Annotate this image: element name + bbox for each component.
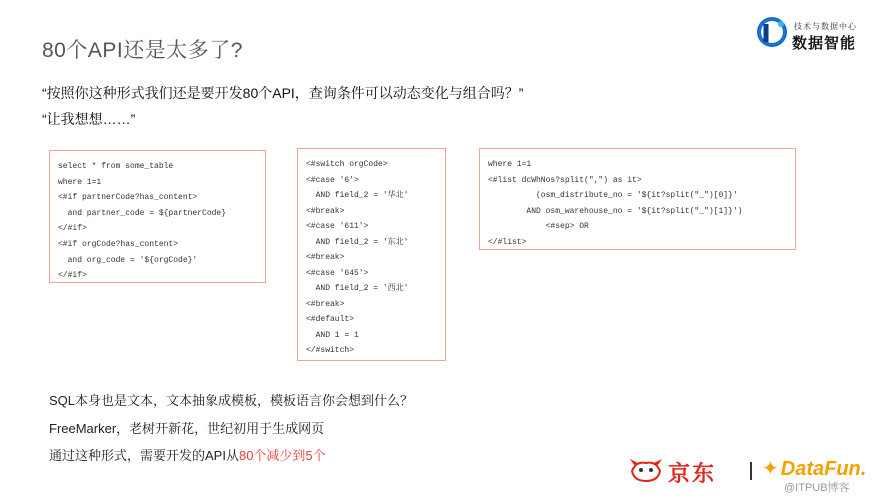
code-line: <#if partnerCode?has_content> bbox=[58, 193, 198, 203]
watermark: @ITPUB博客 bbox=[784, 482, 850, 494]
code-block-if bbox=[49, 150, 266, 283]
logo-subtitle: 技术与数据中心 bbox=[794, 22, 857, 31]
code-line: <#break> bbox=[306, 206, 345, 216]
datafun-spark-icon: ✦ bbox=[762, 458, 779, 480]
code-line: select * from some_table bbox=[58, 162, 174, 171]
code-line: <#break> bbox=[306, 299, 345, 309]
slide-title: 80个API还是太多了? bbox=[42, 39, 243, 62]
code-line: <#sep> OR bbox=[488, 222, 589, 232]
code-line: where 1=1 bbox=[488, 160, 532, 169]
data-intelligence-logo-icon bbox=[756, 16, 788, 48]
code-line: </#switch> bbox=[306, 346, 355, 355]
code-line: <#list dcWhNos?split(",") as it> bbox=[488, 175, 642, 185]
datafun-logo bbox=[762, 456, 866, 481]
code-line: AND osm_warehouse_no = '${it?split("_")[1]}') bbox=[488, 206, 743, 216]
code-line: </#list> bbox=[488, 237, 527, 247]
brand-logo bbox=[756, 16, 876, 56]
quote-answer: “让我想想……” bbox=[42, 111, 136, 127]
point-template-language: SQL本身也是文本，文本抽象成模板，模板语言你会想到什么？ bbox=[49, 393, 414, 408]
code-line: <#case '6'> bbox=[306, 175, 359, 185]
point-api-reduction bbox=[49, 445, 326, 464]
code-line: and org_code = '${orgCode}' bbox=[58, 255, 198, 265]
code-line: AND 1 = 1 bbox=[306, 330, 359, 340]
code-line: <#default> bbox=[306, 315, 355, 324]
jd-wordmark: 京东 bbox=[668, 461, 717, 486]
code-line: AND field_2 = '西北' bbox=[306, 284, 409, 293]
code-block-list bbox=[479, 148, 796, 250]
code-block-switch bbox=[297, 148, 446, 361]
datafun-wordmark: DataFun. bbox=[780, 458, 867, 480]
api-reduction-highlight: 80个减少到5个 bbox=[238, 448, 326, 463]
quote-question: “按照你这种形式我们还是要开发80个API，查询条件可以动态变化与组合吗？” bbox=[42, 85, 524, 101]
code-line: and partner_code = ${partnerCode} bbox=[58, 208, 227, 218]
jd-logo bbox=[628, 453, 738, 489]
code-line: </#if> bbox=[58, 224, 87, 234]
point-freemarker: FreeMarker，老树开新花，世纪初用于生成网页 bbox=[49, 421, 325, 436]
code-line: AND field_2 = '华北' bbox=[306, 191, 409, 200]
logo-title: 数据智能 bbox=[792, 35, 857, 52]
jd-dog-icon bbox=[628, 457, 664, 485]
api-reduction-text: 通过这种形式，需要开发的API从 bbox=[49, 448, 239, 463]
code-line: <#break> bbox=[306, 253, 345, 262]
code-line: <#if orgCode?has_content> bbox=[58, 239, 179, 249]
footer-divider bbox=[750, 462, 752, 480]
code-line: (osm_distribute_no = '${it?split("_")[0]}' bbox=[488, 191, 738, 201]
code-line: AND field_2 = '东北' bbox=[306, 237, 409, 247]
code-line: <#case '611'> bbox=[306, 222, 369, 231]
code-line: </#if> bbox=[58, 271, 87, 281]
code-line: <#case '645'> bbox=[306, 268, 369, 278]
code-line: <#switch orgCode> bbox=[306, 160, 388, 169]
code-line: where 1=1 bbox=[58, 177, 102, 187]
